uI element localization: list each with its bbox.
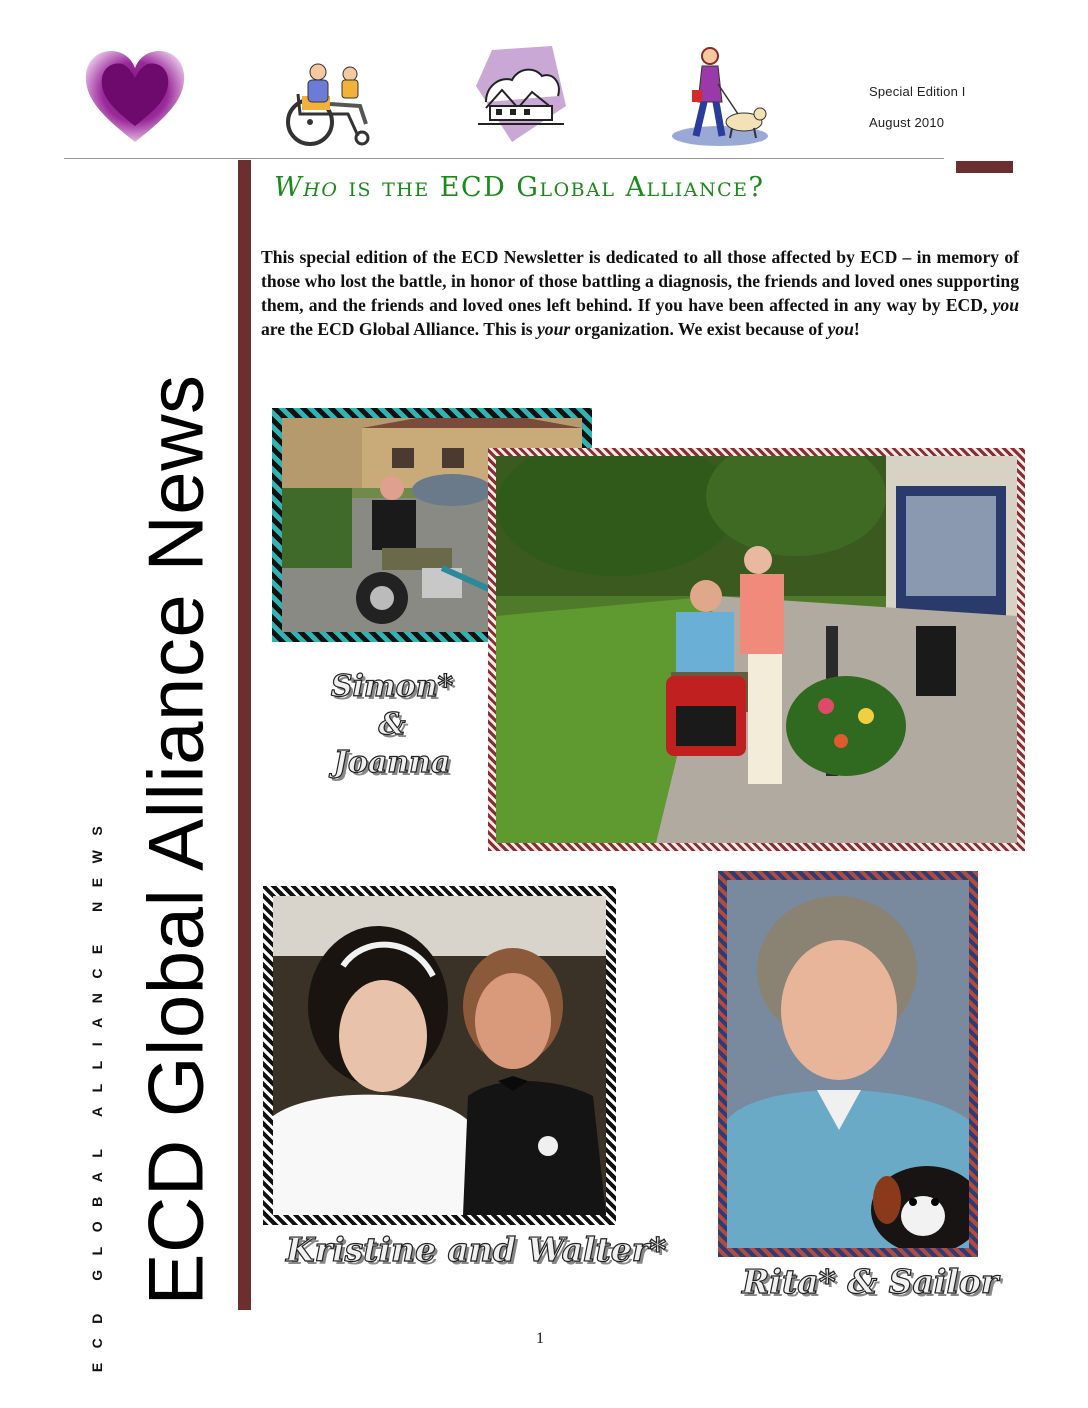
guide-dog-icon xyxy=(668,44,772,150)
intro-text-4: ! xyxy=(853,319,860,339)
wheelchair-icon xyxy=(270,44,382,150)
photo-rita-sailor xyxy=(718,871,978,1257)
page-number: 1 xyxy=(536,1330,544,1347)
photo-kristine-walter xyxy=(263,886,616,1225)
caption-kristine-walter: Kristine and Walter* xyxy=(286,1230,667,1269)
caption-joanna: Joanna xyxy=(333,745,451,780)
house-icon xyxy=(472,46,568,146)
intro-emphasis-your: your xyxy=(537,319,571,339)
intro-emphasis-you: you xyxy=(992,295,1019,315)
caption-ampersand: & xyxy=(378,707,406,742)
edition-date: August 2010 xyxy=(869,115,945,130)
caption-rita-sailor: Rita* & Sailor xyxy=(742,1262,999,1301)
masthead-title: ECD Global Alliance News xyxy=(131,374,220,1306)
heart-icon xyxy=(82,46,188,146)
header-rule xyxy=(64,158,944,159)
intro-text-2: are the ECD Global Alliance. This is xyxy=(261,319,537,339)
page-title xyxy=(274,172,974,203)
headline-rest: is the ECD Global Alliance? xyxy=(338,172,765,203)
intro-paragraph xyxy=(261,245,1019,341)
caption-simon: Simon* xyxy=(330,669,454,704)
edition-label: Special Edition I xyxy=(869,84,966,99)
caption-simon-joanna xyxy=(292,668,492,782)
intro-emphasis-you-2: you xyxy=(827,319,854,339)
photo-simon-joanna xyxy=(488,448,1025,851)
headline-who: Who xyxy=(274,172,339,203)
masthead-subtitle: ECD GLOBAL ALLIANCE NEWS xyxy=(89,811,105,1373)
intro-text-1: This special edition of the ECD Newsletter is dedicated to all those affected by ECD – in memory of those who lost the battle, in honor of those battling a diagnosis, the friends and loved ones supporting them, and the friends and loved ones left behind. If you have been affected in any way by ECD, xyxy=(261,247,1019,315)
sidebar-bar xyxy=(238,160,251,1310)
intro-text-3: organization. We exist because of xyxy=(570,319,828,339)
